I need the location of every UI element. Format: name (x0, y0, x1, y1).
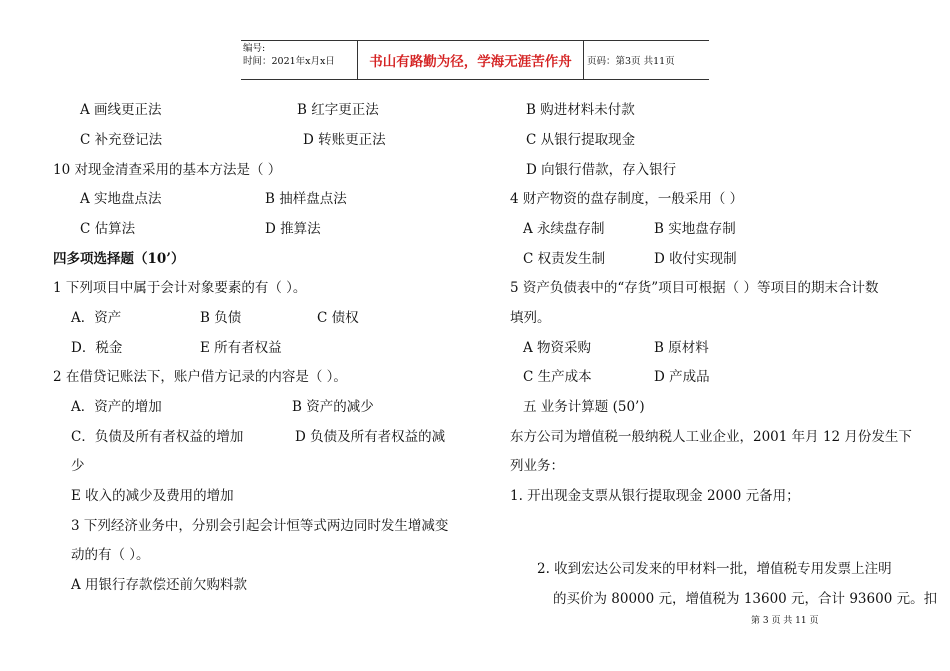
section-heading: 四多项选择题（10’） (53, 251, 185, 267)
option-line: A 物资采购 (523, 340, 592, 356)
option-line: C 权责发生制 (523, 251, 606, 267)
task-line: 1. 开出现金支票从银行提取现金 2000 元备用； (510, 488, 800, 504)
question-line: 3 下列经济业务中，分别会引起会计恒等式两边同时发生增减变 (71, 518, 449, 534)
option-line: B 实地盘存制 (654, 221, 736, 237)
option-line: E 收入的减少及费用的增加 (71, 488, 234, 504)
option-line: C 生产成本 (523, 369, 592, 385)
option-line: A．资产 (71, 310, 122, 326)
option-line: D 产成品 (654, 369, 710, 385)
option-line: D．税金 (71, 340, 123, 356)
option-line: C 债权 (317, 310, 359, 326)
paragraph-line: 列业务： (510, 458, 564, 474)
option-line: D 收付实现制 (654, 251, 737, 267)
option-line: B 原材料 (654, 340, 709, 356)
option-line: D 转账更正法 (303, 132, 386, 148)
question-line: 10 对现金清查采用的基本方法是（ ） (53, 162, 282, 178)
page-footer: 第 3 页 共 11 页 (751, 616, 819, 626)
option-line: A 实地盘点法 (80, 191, 162, 207)
page-header (241, 40, 709, 80)
option-line: B 资产的减少 (292, 399, 374, 415)
option-line: D 推算法 (265, 221, 321, 237)
option-line: A．资产的增加 (71, 399, 162, 415)
option-line: B 红字更正法 (297, 102, 379, 118)
option-line: E 所有者权益 (200, 340, 282, 356)
number-label: 编号: (243, 43, 266, 54)
option-line: D 向银行借款，存入银行 (526, 162, 677, 178)
option-line: B 抽样盘点法 (265, 191, 347, 207)
option-line: C 估算法 (80, 221, 136, 237)
option-line: B 购进材料未付款 (526, 102, 635, 118)
header-motto: 书山有路勤为径，学海无涯苦作舟 (358, 41, 584, 79)
question-line: 动的有（ ）。 (71, 547, 150, 563)
time-label: 时间：2021年x月x日 (243, 56, 335, 67)
question-line: 5 资产负债表中的“存货”项目可根据（ ）等项目的期末合计数 (510, 280, 879, 296)
question-line: 2 在借贷记账法下，账户借方记录的内容是（ ）。 (53, 369, 347, 385)
option-line: 少 (71, 458, 85, 474)
question-line: 1 下列项目中属于会计对象要素的有（ ）。 (53, 280, 307, 296)
section-heading: 五 业务计算题 (50’) (523, 399, 645, 415)
question-line: 填列。 (510, 310, 551, 326)
question-line: 4 财产物资的盘存制度，一般采用（ ） (510, 191, 744, 207)
task-line: 2. 收到宏达公司发来的甲材料一批，增值税专用发票上注明 (537, 561, 892, 577)
header-page-code: 页码：第3页 共11页 (587, 56, 675, 67)
paragraph-line: 东方公司为增值税一般纳税人工业企业，2001 年月 12 月份发生下 (510, 429, 912, 445)
task-line: 的买价为 80000 元，增值税为 13600 元，合计 93600 元。扣 (553, 591, 938, 607)
option-line: C．负债及所有者权益的增加 (71, 429, 244, 445)
header-meta (241, 41, 358, 79)
option-line: A 永续盘存制 (523, 221, 605, 237)
option-line: A 用银行存款偿还前欠购料款 (71, 577, 248, 593)
option-line: B 负债 (200, 310, 242, 326)
option-line: A 画线更正法 (80, 102, 162, 118)
option-line: C 补充登记法 (80, 132, 163, 148)
option-line: D 负债及所有者权益的减 (295, 429, 446, 445)
option-line: C 从银行提取现金 (526, 132, 636, 148)
